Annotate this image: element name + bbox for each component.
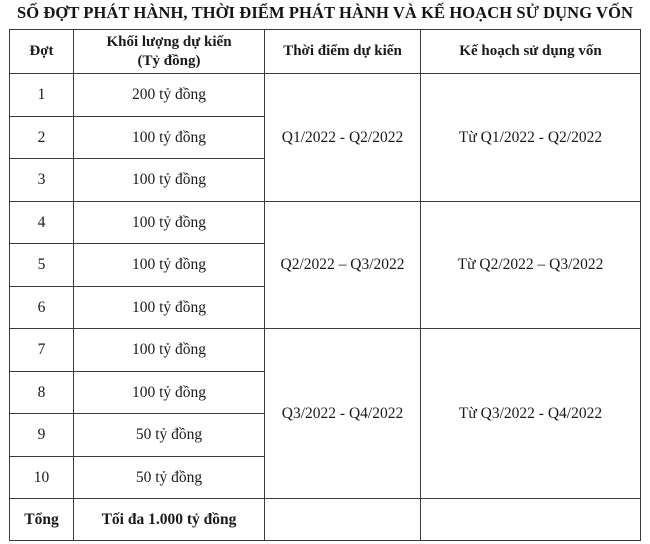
table-total-row: [10, 499, 641, 541]
cell-volume: 100 tỷ đồng: [74, 201, 265, 244]
total-timing: [265, 499, 421, 541]
cell-batch: 9: [10, 414, 74, 457]
total-volume: Tối đa 1.000 tỷ đồng: [74, 499, 265, 541]
cell-batch: 1: [10, 74, 74, 117]
cell-batch: 6: [10, 286, 74, 329]
header-volume: [74, 30, 265, 74]
cell-volume: 50 tỷ đồng: [74, 414, 265, 457]
cell-timing-group-2: Q2/2022 – Q3/2022: [265, 201, 421, 329]
table-row: [10, 74, 641, 117]
header-capital-plan: Kế hoạch sử dụng vốn: [421, 30, 641, 74]
cell-batch: 5: [10, 244, 74, 287]
cell-timing-group-1: Q1/2022 - Q2/2022: [265, 74, 421, 202]
table-row: [10, 201, 641, 244]
cell-volume: 100 tỷ đồng: [74, 244, 265, 287]
cell-volume: 200 tỷ đồng: [74, 74, 265, 117]
header-volume-line1: Khối lượng dự kiến: [106, 33, 232, 50]
header-batch: Đợt: [10, 30, 74, 74]
cell-timing-group-3: Q3/2022 - Q4/2022: [265, 329, 421, 499]
cell-batch: 7: [10, 329, 74, 372]
cell-batch: 10: [10, 456, 74, 499]
cell-capital-plan-group-1: Từ Q1/2022 - Q2/2022: [421, 74, 641, 202]
document-title: SỐ ĐỢT PHÁT HÀNH, THỜI ĐIỂM PHÁT HÀNH VÀ KẾ HOẠCH SỬ DỤNG VỐN: [16, 3, 634, 22]
header-timing: Thời điểm dự kiến: [265, 30, 421, 74]
cell-volume: 100 tỷ đồng: [74, 286, 265, 329]
total-capital-plan: [421, 499, 641, 541]
cell-volume: 50 tỷ đồng: [74, 456, 265, 499]
cell-capital-plan-group-3: Từ Q3/2022 - Q4/2022: [421, 329, 641, 499]
total-label: Tổng: [10, 499, 74, 541]
cell-capital-plan-group-2: Từ Q2/2022 – Q3/2022: [421, 201, 641, 329]
issuance-plan-table: [9, 29, 641, 541]
cell-batch: 2: [10, 116, 74, 159]
header-volume-line2: (Tỷ đồng): [137, 52, 201, 69]
cell-batch: 3: [10, 159, 74, 202]
table-header-row: [10, 30, 641, 74]
cell-volume: 100 tỷ đồng: [74, 329, 265, 372]
cell-batch: 8: [10, 371, 74, 414]
cell-volume: 100 tỷ đồng: [74, 159, 265, 202]
cell-volume: 100 tỷ đồng: [74, 371, 265, 414]
cell-volume: 100 tỷ đồng: [74, 116, 265, 159]
cell-batch: 4: [10, 201, 74, 244]
table-row: [10, 329, 641, 372]
